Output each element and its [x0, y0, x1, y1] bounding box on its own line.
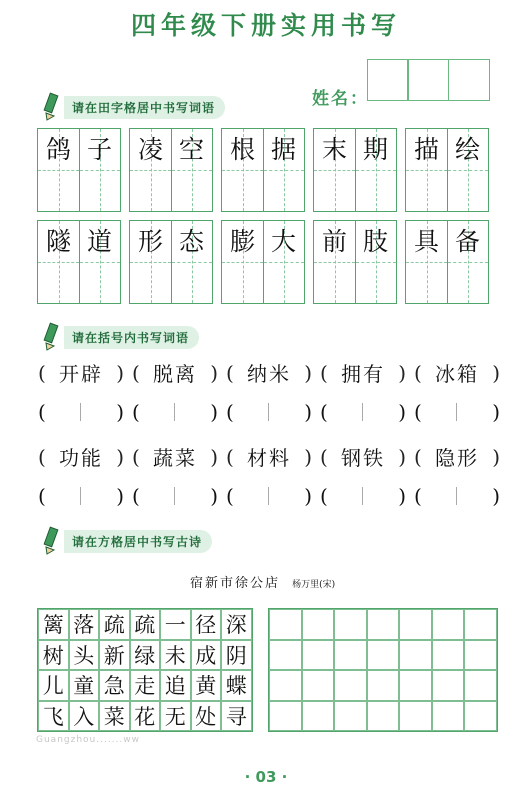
word-char: 子 — [86, 135, 112, 164]
practice-row — [269, 640, 497, 671]
word-char: 据 — [270, 135, 296, 164]
tianzige-cell[interactable] — [129, 128, 213, 212]
practice-cell[interactable] — [302, 609, 335, 640]
bracket-word-text: 纳米 — [247, 362, 291, 386]
bracket-word-text: 蔬菜 — [153, 446, 197, 470]
bracket-word-text: 功能 — [59, 446, 103, 470]
section-label: 请在方格居中书写古诗 — [64, 530, 212, 553]
poem-char: 急 — [99, 670, 130, 701]
poem-char: 新 — [99, 640, 130, 671]
practice-row — [269, 609, 497, 640]
poem-char: 树 — [38, 640, 69, 671]
bracket-word: ( 隐形 ) — [414, 442, 500, 471]
poem-row — [38, 609, 252, 640]
practice-cell[interactable] — [399, 609, 432, 640]
practice-cell[interactable] — [432, 701, 465, 732]
section-label: 请在括号内书写词语 — [64, 326, 199, 349]
practice-cell[interactable] — [334, 701, 367, 732]
practice-cell[interactable] — [302, 640, 335, 671]
practice-cell[interactable] — [367, 609, 400, 640]
bracket-word: ( 蔬菜 ) — [132, 442, 218, 471]
practice-cell[interactable] — [367, 640, 400, 671]
bracket-word: ( 冰箱 ) — [414, 358, 500, 387]
poem-char: 黄 — [191, 670, 222, 701]
bracket-word: ( 拥有 ) — [320, 358, 406, 387]
tianzige-cell[interactable] — [405, 128, 489, 212]
practice-cell[interactable] — [302, 701, 335, 732]
poem-char: 菜 — [99, 701, 130, 732]
word-char: 肢 — [362, 227, 388, 256]
name-box[interactable] — [407, 59, 449, 101]
poem-char: 落 — [69, 609, 100, 640]
poem-char: 未 — [160, 640, 191, 671]
bracket-blank[interactable]: ( ) — [320, 400, 406, 424]
word-char: 描 — [413, 135, 439, 164]
tianzige-cell[interactable] — [37, 220, 121, 304]
section-head-brackets — [40, 322, 199, 352]
tianzige-cell[interactable] — [221, 128, 305, 212]
bracket-word-text: 脱离 — [153, 362, 197, 386]
word-char: 大 — [270, 227, 296, 256]
poem-row — [38, 670, 252, 701]
bracket-word-text: 冰箱 — [435, 362, 479, 386]
poem-grid — [37, 608, 253, 732]
bracket-words-row1 — [38, 358, 500, 387]
poem-char: 寻 — [221, 701, 252, 732]
practice-cell[interactable] — [464, 609, 497, 640]
word-char: 隧 — [45, 227, 71, 256]
poem-author: 杨万里(宋) — [292, 580, 336, 590]
poem-char: 儿 — [38, 670, 69, 701]
bracket-blank[interactable]: ( ) — [132, 484, 218, 508]
poem-char: 深 — [221, 609, 252, 640]
practice-cell[interactable] — [432, 640, 465, 671]
bracket-blank[interactable]: ( ) — [414, 400, 500, 424]
word-char: 绘 — [454, 135, 480, 164]
poem-char: 成 — [191, 640, 222, 671]
section-label: 请在田字格居中书写词语 — [64, 96, 225, 119]
pencil-icon — [40, 526, 62, 556]
practice-row — [269, 701, 497, 732]
practice-cell[interactable] — [399, 640, 432, 671]
practice-cell[interactable] — [269, 640, 302, 671]
poem-char: 头 — [69, 640, 100, 671]
word-char: 备 — [454, 227, 480, 256]
tianzige-cell[interactable] — [313, 220, 397, 304]
bracket-word-text: 隐形 — [435, 446, 479, 470]
name-label: 姓名： — [312, 89, 369, 109]
bracket-word: ( 材料 ) — [226, 442, 312, 471]
section-head-tianzige — [40, 92, 225, 122]
pencil-icon — [40, 92, 62, 122]
bracket-word: ( 开辟 ) — [38, 358, 124, 387]
poem-char: 一 — [160, 609, 191, 640]
tianzige-cell[interactable] — [405, 220, 489, 304]
poem-row — [38, 701, 252, 732]
tianzige-grid — [37, 128, 497, 312]
practice-cell[interactable] — [432, 609, 465, 640]
word-char: 凌 — [137, 135, 163, 164]
bracket-word-text: 开辟 — [59, 362, 103, 386]
practice-cell[interactable] — [399, 670, 432, 701]
practice-cell[interactable] — [269, 609, 302, 640]
practice-cell[interactable] — [367, 701, 400, 732]
section-head-fangge — [40, 526, 212, 556]
practice-grid — [268, 608, 498, 732]
bracket-word: ( 脱离 ) — [132, 358, 218, 387]
tianzige-cell[interactable] — [37, 128, 121, 212]
practice-row — [269, 670, 497, 701]
page-title: 四年级下册实用书写 — [130, 11, 401, 40]
bracket-blank[interactable]: ( ) — [414, 484, 500, 508]
practice-cell[interactable] — [464, 670, 497, 701]
bracket-blanks-row2 — [38, 481, 500, 511]
word-char: 根 — [229, 135, 255, 164]
practice-cell[interactable] — [399, 701, 432, 732]
bracket-word: ( 钢铁 ) — [320, 442, 406, 471]
word-char: 态 — [178, 227, 204, 256]
bracket-word: ( 功能 ) — [38, 442, 124, 471]
bracket-blank[interactable]: ( ) — [226, 400, 312, 424]
practice-cell[interactable] — [464, 701, 497, 732]
word-char: 膨 — [229, 227, 255, 256]
tianzige-cell[interactable] — [129, 220, 213, 304]
poem-title-text: 宿新市徐公店 — [190, 576, 281, 591]
name-boxes — [368, 59, 490, 101]
poem-char: 走 — [130, 670, 161, 701]
pencil-icon — [40, 322, 62, 352]
practice-cell[interactable] — [432, 670, 465, 701]
practice-cell[interactable] — [269, 701, 302, 732]
poem-char: 处 — [191, 701, 222, 732]
practice-cell[interactable] — [367, 670, 400, 701]
bracket-words-row2 — [38, 442, 500, 471]
practice-cell[interactable] — [334, 640, 367, 671]
word-row — [37, 128, 497, 212]
poem-char: 疏 — [99, 609, 130, 640]
word-char: 末 — [321, 135, 347, 164]
word-char: 前 — [321, 227, 347, 256]
poem-char: 蝶 — [221, 670, 252, 701]
word-char: 空 — [178, 135, 204, 164]
tianzige-cell[interactable] — [221, 220, 305, 304]
poem-char: 径 — [191, 609, 222, 640]
bracket-blank[interactable]: ( ) — [38, 400, 124, 424]
practice-cell[interactable] — [269, 670, 302, 701]
poem-char: 追 — [160, 670, 191, 701]
poem-char: 阴 — [221, 640, 252, 671]
poem-char: 绿 — [130, 640, 161, 671]
word-char: 期 — [362, 135, 388, 164]
poem-row — [38, 640, 252, 671]
poem-char: 篱 — [38, 609, 69, 640]
word-char: 具 — [413, 227, 439, 256]
page-number: · 03 · — [244, 768, 288, 786]
poem-title — [190, 572, 335, 591]
bracket-blank[interactable]: ( ) — [226, 484, 312, 508]
bracket-blank[interactable]: ( ) — [132, 400, 218, 424]
poem-char: 飞 — [38, 701, 69, 732]
bracket-blank[interactable]: ( ) — [38, 484, 124, 508]
watermark: Guangzhou.......ww — [36, 735, 140, 745]
poem-char: 无 — [160, 701, 191, 732]
bracket-blank[interactable]: ( ) — [320, 484, 406, 508]
bracket-word-text: 材料 — [247, 446, 291, 470]
practice-cell[interactable] — [464, 640, 497, 671]
bracket-word: ( 纳米 ) — [226, 358, 312, 387]
practice-cell[interactable] — [302, 670, 335, 701]
poem-char: 花 — [130, 701, 161, 732]
practice-cell[interactable] — [334, 670, 367, 701]
word-row — [37, 220, 497, 304]
poem-char: 童 — [69, 670, 100, 701]
poem-char: 疏 — [130, 609, 161, 640]
practice-cell[interactable] — [334, 609, 367, 640]
word-char: 鸽 — [45, 135, 71, 164]
word-char: 道 — [86, 227, 112, 256]
bracket-word-text: 拥有 — [341, 362, 385, 386]
name-box[interactable] — [367, 59, 409, 101]
tianzige-cell[interactable] — [313, 128, 397, 212]
bracket-word-text: 钢铁 — [341, 446, 385, 470]
name-box[interactable] — [448, 59, 490, 101]
poem-char: 入 — [69, 701, 100, 732]
bracket-blanks-row1 — [38, 397, 500, 427]
word-char: 形 — [137, 227, 163, 256]
